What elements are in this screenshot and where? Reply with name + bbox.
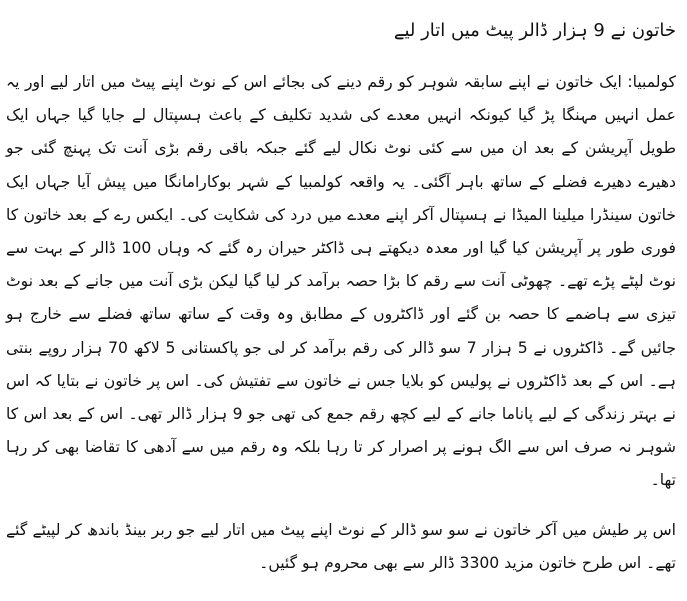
article [6,0,676,601]
article-paragraph-1: کولمبیا: ایک خاتون نے اپنے سابقہ شوہر کو رقم دینے کی بجائے اس کے نوٹ اپنے پیٹ میں اتار لیے اور یہ عمل انہیں مہنگا پڑ گیا کیونکہ انہیں معدے کی شدید تکلیف کے باعث ہسپتال لے جایا گیا جہاں ایک طویل آپریشن کے بعد ان میں سے کئی نوٹ نکال لیے گئے جبکہ باقی رقم بڑی آنت تک پہنچ گئی جو دھیرے دھیرے فضلے کے ساتھ باہر آگئی۔ یہ واقعہ کولمبیا کے شہر بوکارامانگا میں پیش آیا جہاں ایک خاتون سینڈرا میلینا المیڈا نے ہسپتال آکر اپنے معدے میں درد کی شکایت کی۔ ایکس رے کے بعد خاتون کا فوری طور پر آپریشن کیا گیا اور معدہ دیکھتے ہی ڈاکٹر حیران رہ گئے کہ وہاں 100 ڈالر کے بہت سے نوٹ لپٹے پڑے تھے۔ چھوٹی آنت سے رقم کا بڑا حصہ برآمد کر لیا گیا لیکن بڑی آنت میں جانے کے بعد نوٹ تیزی سے ہاضمے کا حصہ بن گئے اور ڈاکٹروں کے مطابق وہ وقت کے ساتھ ساتھ فضلے سے خارج ہو جائیں گے۔ ڈاکٹروں نے 5 ہزار 7 سو ڈالر کی رقم برآمد کر لی جو پاکستانی 5 لاکھ 70 ہزار روپے بنتی ہے۔ اس کے بعد ڈاکٹروں نے پولیس کو بلایا جس نے خاتون سے تفتیش کی۔ اس پر خاتون نے بتایا کہ اس نے بہتر زندگی کے لیے پاناما جانے کے لیے کچھ رقم جمع کی تھی جو 9 ہزار ڈالر تھی۔ اس کے بعد اس کا شوہر نہ صرف اس سے الگ ہونے پر اصرار کر تا رہا بلکہ وہ رقم میں سے آدھی کا تقاضا بھی کر رہا تھا۔ [6,73,677,490]
article-headline: خاتون نے 9 ہزار ڈالر پیٹ میں اتار لیے [393,20,676,41]
article-paragraph-2: اس پر طیش میں آکر خاتون نے سو سو ڈالر کے نوٹ اپنے پیٹ میں اتار لیے جو ربر بینڈ باندھ کر لپیٹے گئے تھے۔ اس طرح خاتون مزید 3300 ڈالر سے بھی محروم ہو گئیں۔ [6,520,676,572]
